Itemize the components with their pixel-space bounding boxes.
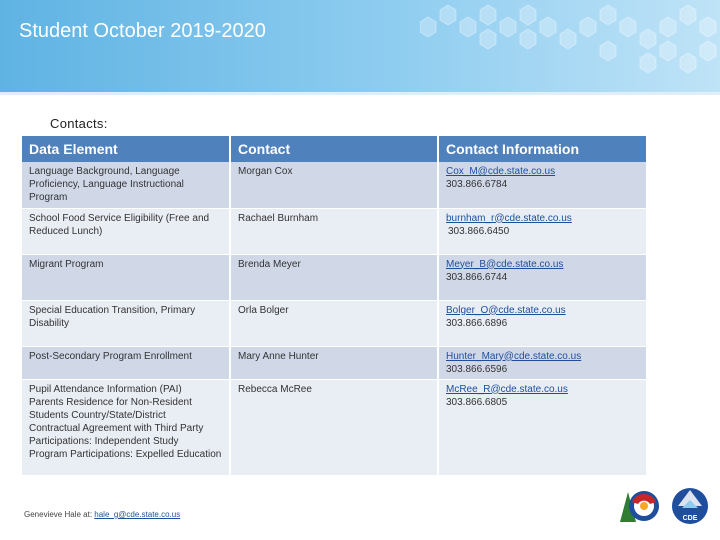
contact-name-cell: Rachael Burnham — [230, 208, 438, 254]
contact-name-cell: Morgan Cox — [230, 162, 438, 208]
colorado-logo-icon — [620, 491, 659, 522]
contact-info-cell — [438, 162, 647, 208]
table-row — [22, 379, 647, 475]
contact-phone: 303.866.6784 — [446, 179, 508, 190]
element-line: Migrant Program — [29, 258, 104, 270]
contact-email-link[interactable]: Hunter_Mary@cde.state.co.us — [446, 350, 582, 362]
contacts-label: Contacts: — [50, 116, 108, 131]
element-line: Language Background, Language — [29, 166, 180, 177]
footer-logos — [610, 482, 718, 528]
table-header-row — [22, 136, 647, 162]
contact-name-cell: Rebecca McRee — [230, 379, 438, 475]
element-line: Parents Residence for Non-Resident — [29, 396, 192, 408]
contact-info-cell — [438, 346, 647, 379]
footer-contact — [24, 510, 180, 519]
element-line: Disability — [29, 317, 70, 329]
element-line: School Food Service Eligibility (Free and — [29, 212, 210, 224]
element-line: Participations: Independent Study — [29, 435, 179, 447]
data-element-cell — [22, 300, 230, 346]
contact-phone: 303.866.6744 — [446, 271, 508, 283]
banner-divider — [0, 92, 720, 95]
contact-name-cell: Brenda Meyer — [230, 254, 438, 300]
contact-info-cell — [438, 254, 647, 300]
header-data-element: Data Element — [22, 136, 230, 162]
header-contact-information: Contact Information — [438, 136, 647, 162]
element-line: Program Participations: Expelled Education — [29, 448, 222, 460]
data-element-cell — [22, 346, 230, 379]
contact-email-link[interactable]: Cox_M@cde.state.co.us — [446, 166, 556, 177]
header-contact: Contact — [230, 136, 438, 162]
contact-info-cell — [438, 208, 647, 254]
contact-phone: 303.866.6450 — [448, 225, 510, 237]
table-row — [22, 300, 647, 346]
table-row — [22, 254, 647, 300]
contacts-table — [22, 136, 648, 476]
data-element-cell — [22, 254, 230, 300]
data-element-cell — [22, 379, 230, 475]
data-element-cell — [22, 208, 230, 254]
table-row — [22, 162, 647, 208]
footer-prefix: Genevieve Hale at: — [24, 510, 95, 519]
cde-logo-text: CDE — [682, 515, 698, 522]
element-line: Contractual Agreement with Third Party — [29, 422, 204, 434]
element-line: Special Education Transition, Primary — [29, 304, 196, 316]
contact-email-link[interactable]: Meyer_B@cde.state.co.us — [446, 258, 564, 270]
data-element-cell — [22, 162, 230, 208]
contact-phone: 303.866.6896 — [446, 317, 508, 329]
element-line: Post-Secondary Program Enrollment — [29, 350, 192, 362]
contact-info-cell — [438, 379, 647, 475]
table-row — [22, 346, 647, 379]
element-line: Students Country/State/District — [29, 409, 166, 421]
contact-phone: 303.866.6596 — [446, 363, 508, 375]
element-line: Pupil Attendance Information (PAI) — [29, 383, 182, 395]
contact-email-link[interactable]: McRee_R@cde.state.co.us — [446, 383, 568, 395]
footer-email-link[interactable]: hale_g@cde.state.co.us — [94, 510, 181, 519]
table-row — [22, 208, 647, 254]
contact-email-link[interactable]: burnham_r@cde.state.co.us — [446, 212, 572, 224]
contact-name-cell: Mary Anne Hunter — [230, 346, 438, 379]
page-title: Student October 2019-2020 — [19, 20, 266, 42]
contact-info-cell — [438, 300, 647, 346]
contact-email-link[interactable]: Bolger_O@cde.state.co.us — [446, 304, 566, 316]
header-banner — [0, 0, 720, 92]
hexagon-pattern-decoration — [420, 0, 720, 92]
cde-logo-icon — [672, 488, 708, 524]
contact-phone: 303.866.6805 — [446, 396, 508, 408]
element-line: Reduced Lunch) — [29, 225, 103, 237]
contact-name-cell: Orla Bolger — [230, 300, 438, 346]
element-line: Proficiency, Language Instructional Program — [29, 179, 184, 203]
